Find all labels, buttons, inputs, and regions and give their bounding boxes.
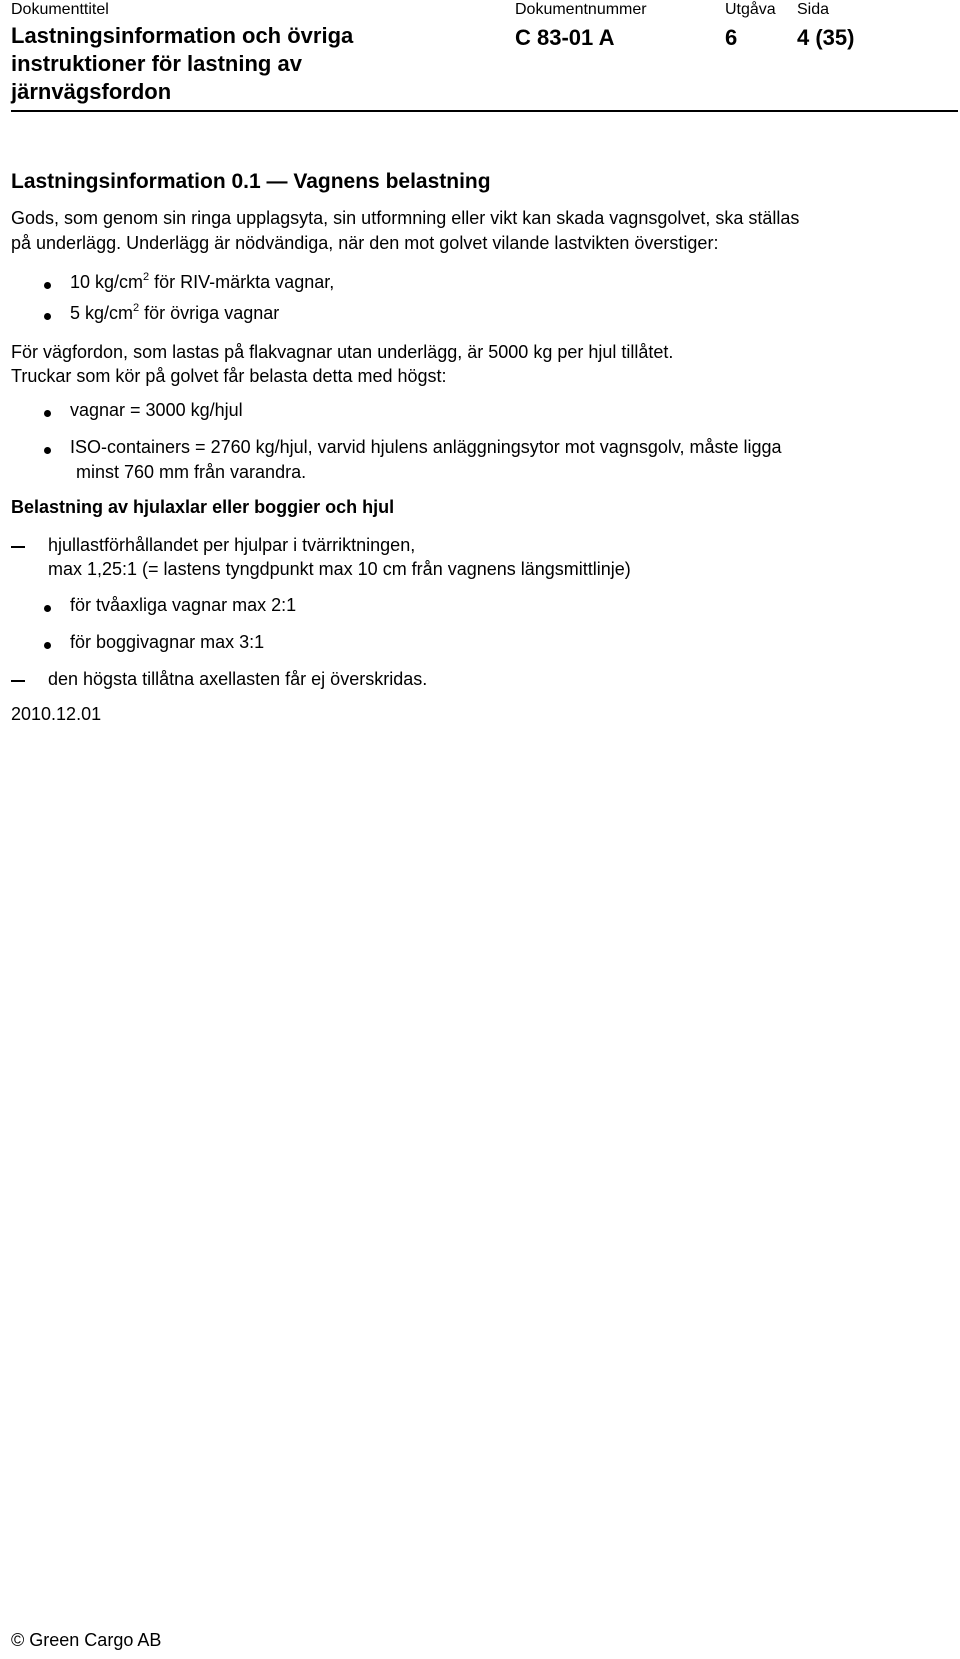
dash-item-wheel-ratio-cont: max 1,25:1 (= lastens tyngdpunkt max 10 cm från vagnens längsmittlinje)	[48, 559, 631, 579]
dash-icon	[11, 546, 25, 548]
edition-label: Utgåva	[725, 1, 776, 18]
paragraph-line: på underlägg. Underlägg är nödvändiga, när den mot golvet vilande lastvikten överstiger:	[11, 233, 719, 253]
doc-title-label: Dokumenttitel	[11, 1, 109, 18]
doc-title-line-3: järnvägsfordon	[11, 79, 172, 104]
doc-title-line-1: Lastningsinformation och övriga	[11, 23, 354, 48]
doc-number: C 83-01 A	[515, 25, 615, 50]
bullet-icon	[44, 642, 51, 649]
doc-number-label: Dokumentnummer	[515, 1, 647, 18]
header-rule	[11, 110, 958, 112]
list-item-iso-containers: ISO-containers = 2760 kg/hjul, varvid hjulens anläggningsytor mot vagnsgolv, måste ligga	[70, 437, 782, 457]
footer-copyright: © Green Cargo AB	[11, 1630, 162, 1650]
dash-icon	[11, 680, 25, 682]
document-date: 2010.12.01	[11, 704, 102, 724]
copyright-icon: ©	[11, 1630, 25, 1650]
bullet-icon	[44, 447, 51, 454]
dash-item-wheel-ratio: hjullastförhållandet per hjulpar i tvärriktningen,	[48, 535, 416, 555]
section-heading: Lastningsinformation 0.1 — Vagnens belastning	[11, 170, 491, 193]
dash-item-axle-load: den högsta tillåtna axellasten får ej överskridas.	[48, 669, 428, 689]
list-item-wagon-load: vagnar = 3000 kg/hjul	[70, 400, 243, 420]
list-item-limit-riv: 10 $kg/cm^2$ för RIV-märkta vagnar,	[70, 271, 335, 292]
paragraph-line: Truckar som kör på golvet får belasta detta med högst:	[11, 366, 447, 386]
page-label: Sida	[797, 1, 830, 18]
list-item-bogie: för boggivagnar max 3:1	[70, 632, 265, 652]
paragraph-line: För vägfordon, som lastas på flakvagnar utan underlägg, är 5000 kg per hjul tillåtet.	[11, 342, 674, 362]
doc-title-line-2: instruktioner för lastning av	[11, 51, 302, 76]
subsection-heading: Belastning av hjulaxlar eller boggier och hjul	[11, 497, 395, 517]
page-number: 4 (35)	[797, 25, 855, 50]
list-item-limit-other: 5 $kg/cm^2$ för övriga vagnar	[70, 302, 280, 323]
edition-number: 6	[725, 25, 738, 50]
list-item-two-axle: för tvåaxliga vagnar max 2:1	[70, 595, 297, 615]
bullet-icon	[44, 410, 51, 417]
bullet-icon	[44, 313, 51, 320]
bullet-icon	[44, 282, 51, 289]
paragraph-line: Gods, som genom sin ringa upplagsyta, sin utformning eller vikt kan skada vagnsgolvet, ska ställas	[11, 208, 800, 228]
list-item-iso-containers-cont: minst 760 mm från varandra.	[76, 462, 307, 482]
bullet-icon	[44, 605, 51, 612]
